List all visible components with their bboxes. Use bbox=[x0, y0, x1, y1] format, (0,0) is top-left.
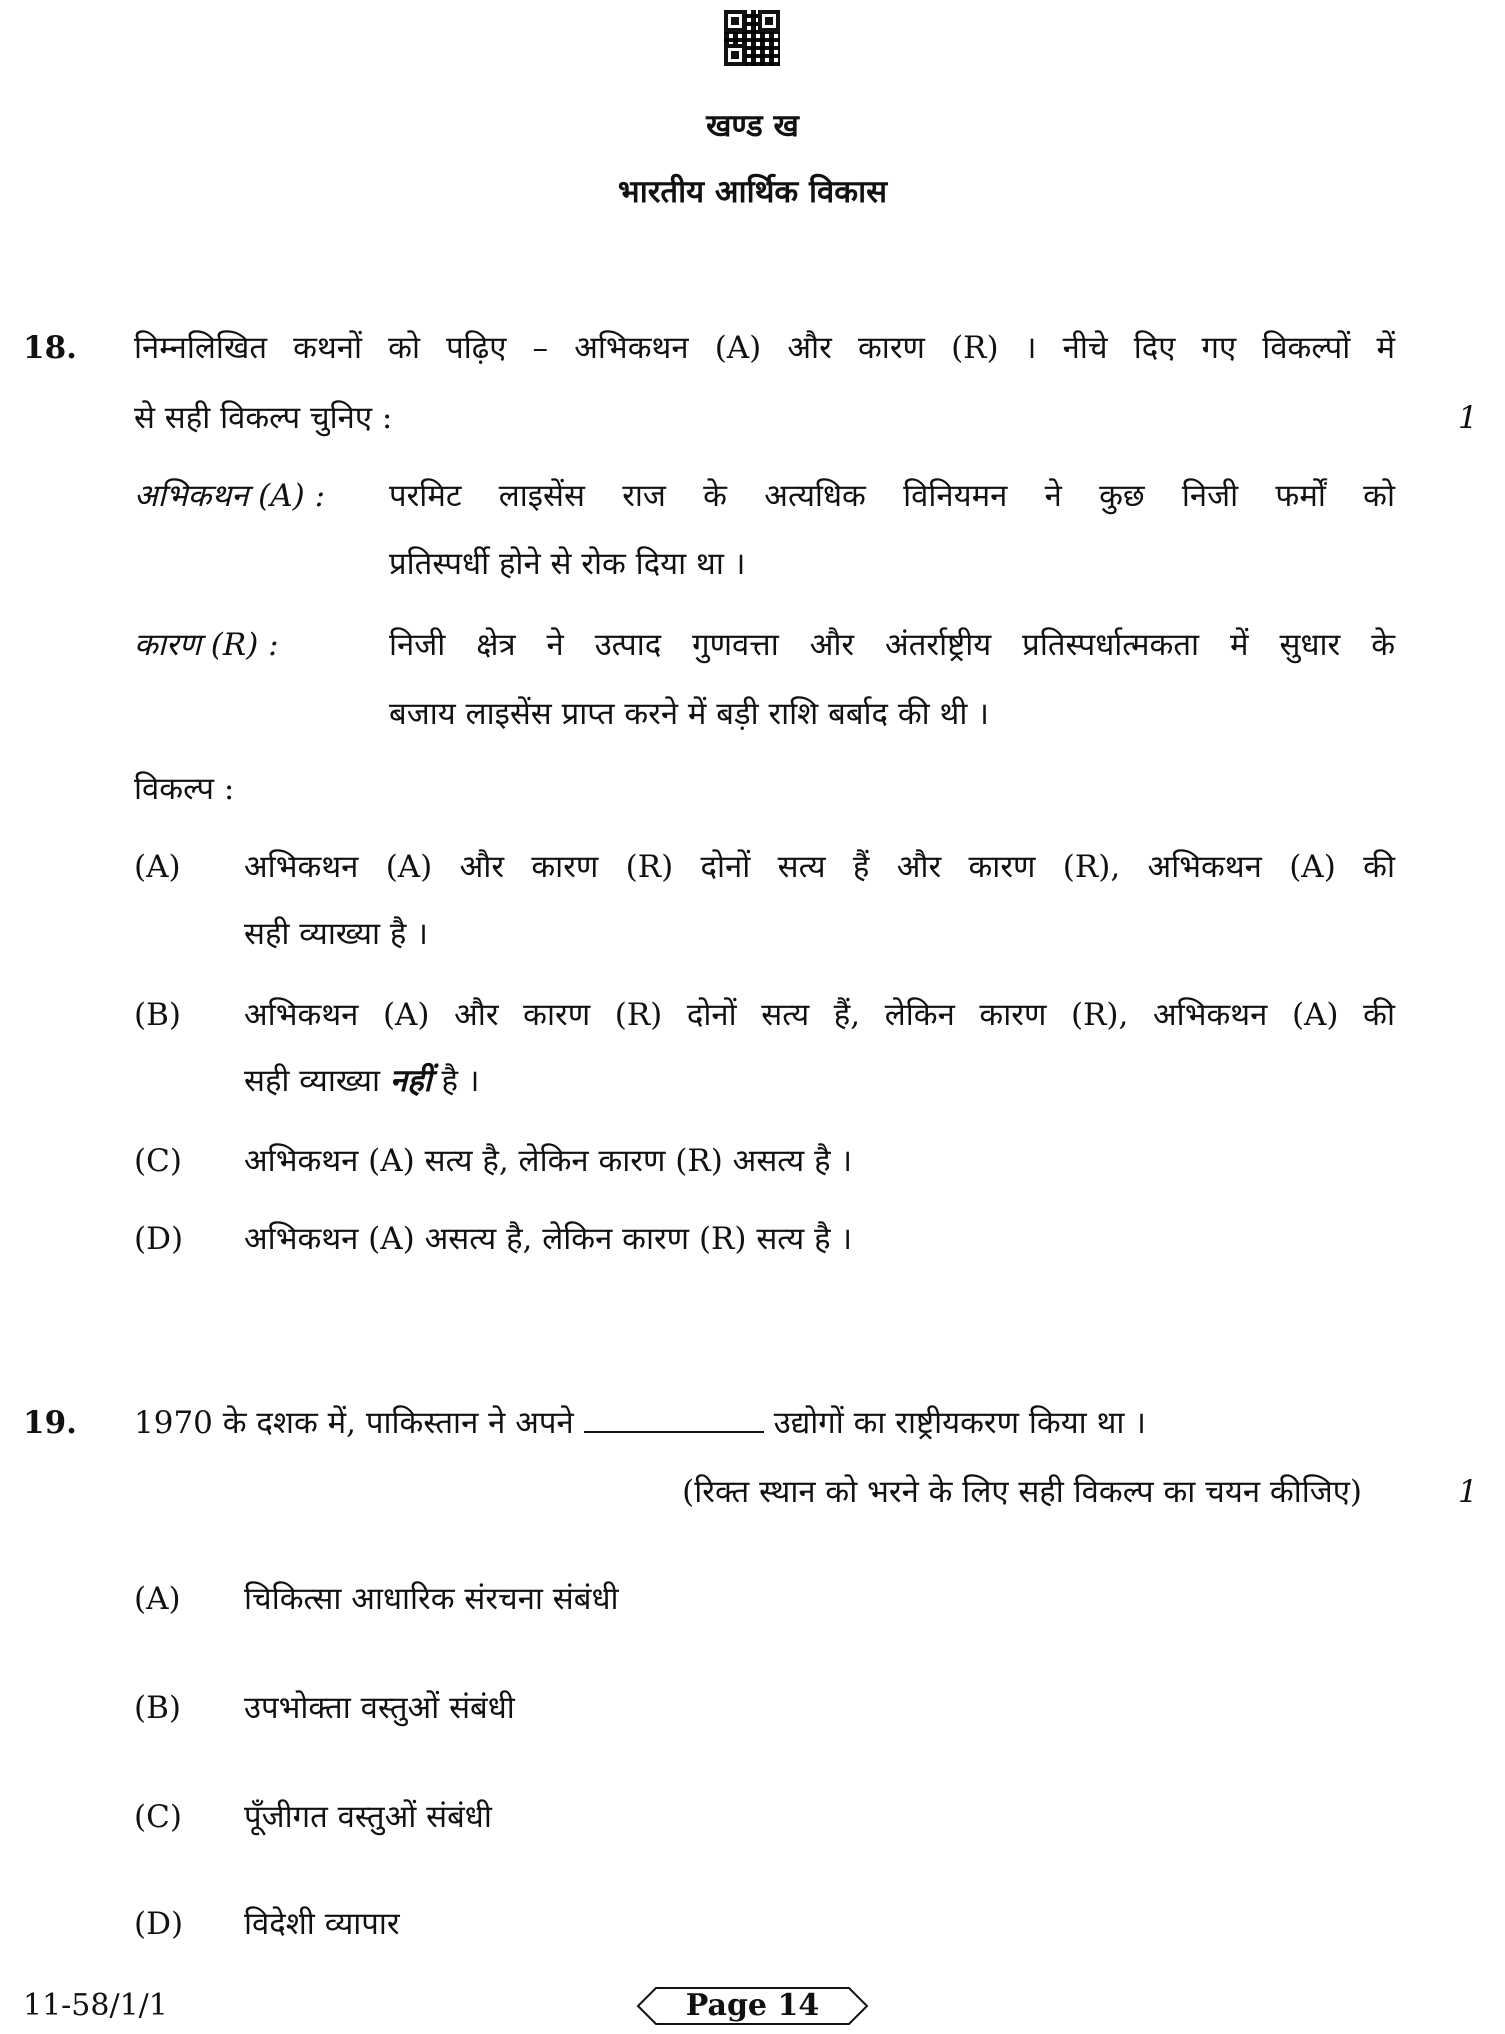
option-label: (D) bbox=[134, 1221, 184, 1257]
question-number: 18. bbox=[23, 330, 77, 366]
option-text: उपभोक्ता वस्तुओं संबंधी bbox=[244, 1690, 515, 1726]
option-text: पूँजीगत वस्तुओं संबंधी bbox=[244, 1799, 492, 1835]
option-label: (A) bbox=[134, 849, 181, 885]
option-text: अभिकथन (A) सत्य है, लेकिन कारण (R) असत्य है । bbox=[244, 1143, 853, 1179]
option-label: (D) bbox=[134, 1906, 184, 1942]
marks: 1 bbox=[1458, 400, 1478, 436]
question-text: निम्नलिखित कथनों को पढ़िए – अभिकथन (A) और कारण (R) । नीचे दिए गए विकल्पों में bbox=[134, 330, 1395, 366]
option-label: (A) bbox=[134, 1581, 181, 1617]
fill-blank bbox=[584, 1403, 764, 1433]
option-label: (C) bbox=[134, 1799, 182, 1835]
option-text bbox=[244, 1061, 480, 1101]
options-label: विकल्प : bbox=[134, 771, 235, 807]
reason-text: निजी क्षेत्र ने उत्पाद गुणवत्ता और अंतर्राष्ट्रीय प्रतिस्पर्धात्मकता में सुधार के bbox=[389, 627, 1395, 663]
option-label: (B) bbox=[134, 1690, 181, 1726]
instruction: (रिक्त स्थान को भरने के लिए सही विकल्प का चयन कीजिए) bbox=[682, 1474, 1362, 1510]
marks: 1 bbox=[1458, 1474, 1478, 1510]
section-title: खण्ड ख bbox=[706, 108, 799, 144]
page-number: Page 14 bbox=[685, 1988, 820, 2023]
section-subtitle: भारतीय आर्थिक विकास bbox=[617, 174, 888, 210]
paper-code: 11-58/1/1 bbox=[23, 1988, 168, 2023]
question-text bbox=[134, 1403, 1146, 1443]
question-text-part: उद्योगों का राष्ट्रीयकरण किया था । bbox=[773, 1405, 1147, 1441]
reason-label: कारण (R) : bbox=[134, 627, 279, 663]
option-label: (B) bbox=[134, 997, 181, 1033]
option-text-part: सही व्याख्या bbox=[244, 1063, 381, 1099]
assertion-label: अभिकथन (A) : bbox=[134, 478, 326, 514]
option-text: विदेशी व्यापार bbox=[244, 1906, 400, 1942]
question-number: 19. bbox=[23, 1405, 77, 1441]
option-text: अभिकथन (A) और कारण (R) दोनों सत्य हैं, लेकिन कारण (R), अभिकथन (A) की bbox=[244, 997, 1395, 1033]
option-label: (C) bbox=[134, 1143, 182, 1179]
assertion-text: प्रतिस्पर्धी होने से रोक दिया था । bbox=[389, 546, 746, 582]
question-text: से सही विकल्प चुनिए : bbox=[134, 400, 393, 436]
option-text-part: है । bbox=[441, 1063, 480, 1099]
option-text: सही व्याख्या है । bbox=[244, 916, 428, 952]
page-number-badge bbox=[636, 1986, 869, 2026]
question-text-part: 1970 के दशक में, पाकिस्तान ने अपने bbox=[134, 1405, 574, 1441]
reason-text: बजाय लाइसेंस प्राप्त करने में बड़ी राशि बर्बाद की थी । bbox=[389, 696, 989, 732]
option-text: अभिकथन (A) और कारण (R) दोनों सत्य हैं और कारण (R), अभिकथन (A) की bbox=[244, 849, 1395, 885]
assertion-text: परमिट लाइसेंस राज के अत्यधिक विनियमन ने कुछ निजी फर्मों को bbox=[389, 478, 1395, 514]
option-text: अभिकथन (A) असत्य है, लेकिन कारण (R) सत्य है । bbox=[244, 1221, 853, 1257]
qr-code bbox=[724, 10, 780, 66]
option-text: चिकित्सा आधारिक संरचना संबंधी bbox=[244, 1581, 619, 1617]
emphasis: नहीं bbox=[389, 1063, 432, 1099]
